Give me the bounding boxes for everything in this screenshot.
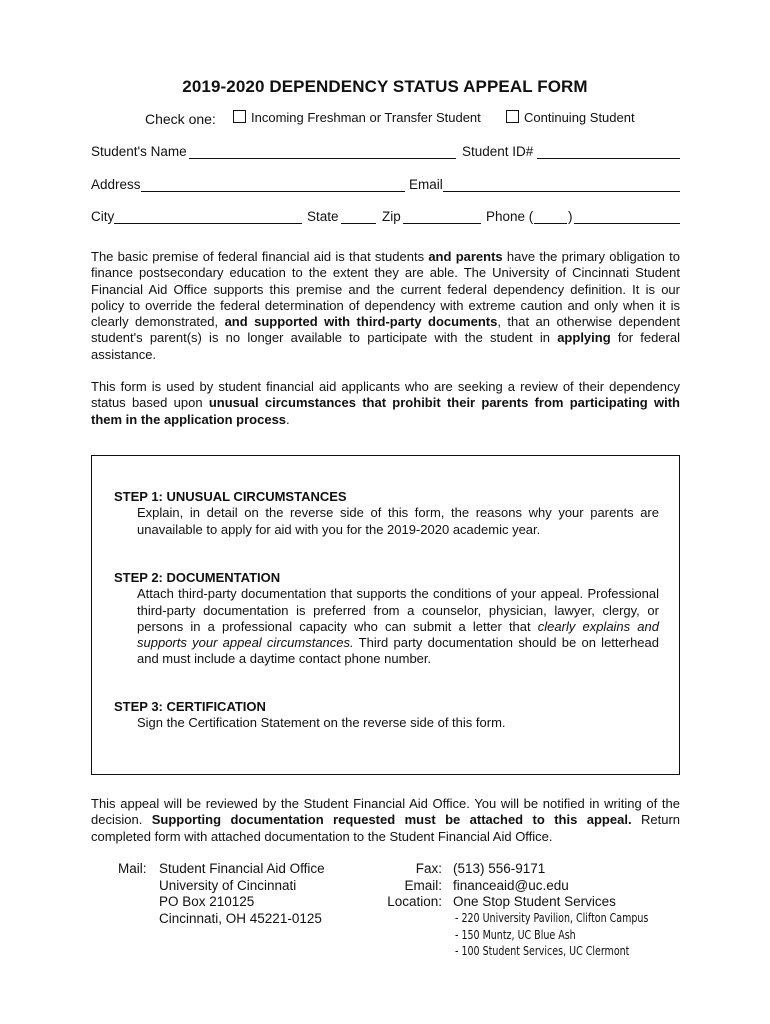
location-item: - 220 University Pavilion, Clifton Campus [455,911,649,925]
location-label: Location: [387,894,442,909]
mail-line: Cincinnati, OH 45221-0125 [159,910,322,926]
mail-label: Mail: [118,861,147,876]
state-label: State [307,209,339,224]
closing-text-a: This appeal will be reviewed by the Student Financial Aid Office. You will be notified in writing of the decision. [91,796,680,828]
intro-p1-text-a: The basic premise of federal financial aid is that students [91,249,429,264]
intro-paragraph-2 [91,379,680,428]
city-label: City [91,209,115,224]
continuing-checkbox[interactable] [506,110,519,123]
address-label: Address [91,177,141,192]
zip-field[interactable] [403,209,481,224]
contact-labels [370,861,442,911]
mail-line: Student Financial Aid Office [159,861,325,876]
step-1-heading: STEP 1: UNUSUAL CIRCUMSTANCES [114,489,347,504]
address-email-row [91,177,681,195]
location-item: - 100 Student Services, UC Clermont [455,944,630,958]
steps-box [91,455,680,775]
freshman-option-label: Incoming Freshman or Transfer Student [251,110,481,125]
student-name-field[interactable] [189,144,456,159]
mail-line: PO Box 210125 [159,894,255,909]
intro-p2-text-a: This form is used by student financial aid applicants who are seeking a review of their dependency status based upon [91,379,680,411]
intro-p1-bold-b: and parents [428,249,503,264]
fax-label: Fax: [415,861,442,876]
mail-address [159,861,325,927]
location-list [455,910,648,960]
intro-p1-bold-f: applying [557,330,611,346]
name-id-row [91,144,681,162]
city-state-zip-phone-row [91,209,681,227]
intro-p1-text-c: have the primary obligation to finance postsecondary education to the extent they are able. The University of Cincinnati Student Financial Aid Office supports this premise and the current federal dependency definition. It is our policy to override the federal determination of dependency with extreme caution and only when it is clearly demonstrated, [91,249,680,330]
student-name-label: Student's Name [91,144,187,159]
closing-paragraph [91,796,680,845]
intro-p1-bold-d: and supported with third-party documents [224,314,498,330]
check-one-label: Check one: [145,111,216,127]
intro-paragraph-1 [91,249,680,363]
intro-p2-bold-b: unusual circumstances that prohibit their parents from participating with them in the application process [91,395,680,427]
phone-label: Phone ( [486,209,534,224]
city-field[interactable] [114,209,302,224]
phone-number-field[interactable] [574,209,680,224]
intro-p1-text-g: for federal assistance. [91,330,680,362]
step-2-italic-b: clearly explains and supports your appeal circumstances. [137,618,659,651]
closing-text-c: Return completed form with attached documentation to the Student Financial Aid Office. [91,812,680,844]
location-item: - 150 Muntz, UC Blue Ash [455,927,576,942]
freshman-transfer-option[interactable] [233,110,481,125]
step-2-heading: STEP 2: DOCUMENTATION [114,570,281,585]
email-address[interactable]: financeaid@uc.edu [453,877,569,893]
email-field[interactable] [443,177,680,192]
step-2-body [114,586,659,667]
mail-line: University of Cincinnati [159,877,297,893]
email-contact-label: Email: [404,877,442,893]
address-field[interactable] [141,177,405,192]
step-2-text-a: Attach third-party documentation that supports the conditions of your appeal. Professional third-party documentation is preferred from a counselor, physician, lawyer, clergy, or persons in a professional capacity who can submit a letter that [137,586,659,634]
phone-area-code-field[interactable] [534,209,567,224]
fax-number: (513) 556-9171 [453,861,546,876]
intro-p1-text-e: , that an otherwise dependent student's parent(s) is no longer available to participate with the student in [91,314,680,346]
step-1 [114,489,659,538]
step-1-body: Explain, in detail on the reverse side of this form, the reasons why your parents are unavailable to apply for aid with you for the 2019-2020 academic year. [137,505,659,537]
location-name: One Stop Student Services [453,894,616,909]
closing-bold-b: Supporting documentation requested must be attached to this appeal. [151,812,632,828]
step-3 [114,699,659,732]
form-title: 2019-2020 DEPENDENCY STATUS APPEAL FORM [182,77,588,96]
step-2-text-c: Third party documentation should be on letterhead and must include a daytime contact phone number. [137,635,659,667]
step-2 [114,570,659,668]
state-field[interactable] [341,209,376,224]
continuing-option-label: Continuing Student [524,110,635,125]
email-label: Email [409,177,443,192]
contact-values [453,861,616,911]
step-3-body: Sign the Certification Statement on the reverse side of this form. [137,715,506,731]
student-id-label: Student ID# [462,144,534,159]
phone-paren-close: ) [568,209,573,224]
intro-p2-text-c: . [286,411,290,427]
freshman-checkbox[interactable] [233,110,246,123]
continuing-student-option[interactable] [506,110,635,125]
student-type-row [0,110,770,130]
zip-label: Zip [382,209,401,224]
step-3-heading: STEP 3: CERTIFICATION [114,699,266,714]
student-id-field[interactable] [537,144,680,159]
